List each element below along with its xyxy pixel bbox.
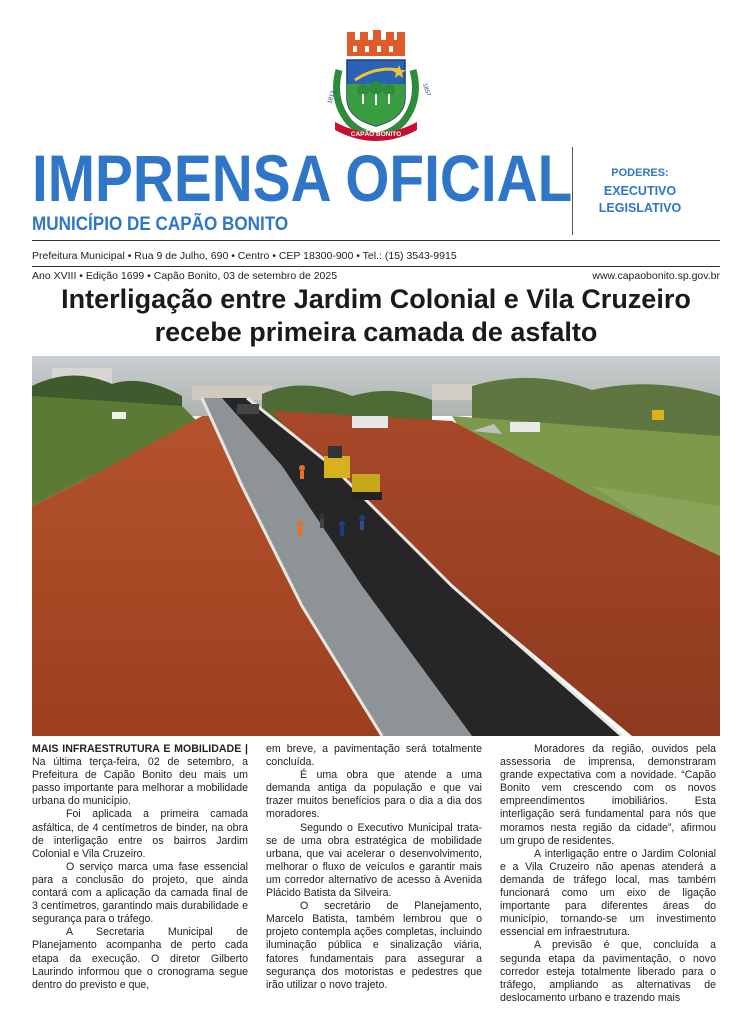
website-link[interactable]: www.capaobonito.sp.gov.br — [592, 270, 720, 282]
article-kicker: MAIS INFRAESTRUTURA E MOBILIDADE | — [32, 743, 248, 755]
article-paragraph: Segundo o Executivo Municipal trata-se de uma obra estratégica de mobilidade urbana, que vai acelerar o desenvolvimento, melhorar o fluxo de veículos e garantir mais um corredor alternativo de acesso à Avenida Plácido Batista da Silveira. — [266, 821, 482, 900]
article-paragraph: O secretário de Planejamento, Marcelo Batista, também lembrou que o projeto contempla ações completas, incluindo iluminação pública e sinalização viária, fatores fundamentais para assegurar a segurança dos motoristas e pedestres que irão utilizar o novo trajeto. — [266, 900, 482, 991]
top-rule — [32, 240, 720, 241]
address-line: Prefeitura Municipal • Rua 9 de Julho, 690 • Centro • CEP 18300-900 • Tel.: (15) 3543-9915 — [32, 250, 457, 262]
article-photo — [32, 356, 720, 736]
crest-year-left: 1813 — [327, 90, 338, 105]
crest-year-right: 1857 — [421, 82, 431, 98]
power-executivo: EXECUTIVO — [603, 184, 677, 198]
edition-line: Ano XVIII • Edição 1699 • Capão Bonito, 03 de setembro de 2025 — [32, 270, 338, 282]
article-paragraph: A interligação entre o Jardim Colonial e a Vila Cruzeiro não apenas atenderá a demanda de tráfego local, mas também funcionará como um eixo de ligação importante para diferentes áreas do município, tornando-se um investimento essencial em infraestrutura. — [500, 847, 716, 939]
headline-line-1: Interligação entre Jardim Colonial e Vila Cruzeiro — [61, 284, 691, 314]
article-paragraph: em breve, a pavimentação será totalmente concluída. — [266, 743, 482, 769]
article-column-2 — [266, 743, 482, 992]
power-legislativo: LEGISLATIVO — [598, 201, 682, 215]
middle-rule — [32, 266, 720, 267]
powers-box — [586, 166, 694, 217]
article-headline — [20, 283, 732, 349]
article-paragraph — [32, 743, 248, 808]
article-column-1 — [32, 743, 248, 992]
article-column-3 — [500, 743, 716, 1005]
headline-line-2: recebe primeira camada de asfalto — [154, 317, 598, 347]
article-paragraph: É uma obra que atende a uma demanda antiga da população e que vai trazer muitos benefícios para o dia a dia dos moradores. — [266, 769, 482, 821]
article-paragraph: A previsão é que, concluída a segunda etapa da pavimentação, o novo corredor esteja totalmente liberado para o tráfego, ampliando as alternativas de deslocamento urbano e trazendo mais — [500, 939, 716, 1004]
article-paragraph: O serviço marca uma fase essencial para a conclusão do projeto, que ainda contará com a aplicação da camada final de 3 centímetros, garantindo mais durabilidade e segurança para o tráfego. — [32, 860, 248, 926]
article-paragraph: Moradores da região, ouvidos pela assessoria de imprensa, demonstraram grande expectativa com a novidade. “Capão Bonito vem crescendo com os novos empreendimentos imobiliários. Esta interligação será fundamental para nós que moramos nesta região da cidade”, afirmou um grupo de residentes. — [500, 743, 716, 847]
masthead-title: IMPRENSA OFICIAL — [32, 141, 573, 215]
crest-city-ribbon: CAPÃO BONITO — [350, 131, 402, 138]
article-paragraph: Foi aplicada a primeira camada asfáltica, de 4 centímetros de binder, na obra de interligação entre os bairros Jardim Colonial e Vila Cruzeiro. — [32, 808, 248, 860]
masthead-subtitle: MUNICÍPIO DE CAPÃO BONITO — [32, 214, 289, 235]
paragraph-text: Na última terça-feira, 02 de setembro, a Prefeitura de Capão Bonito deu mais um passo importante para melhorar a mobilidade urbana do município. — [32, 756, 248, 808]
article-paragraph: A Secretaria Municipal de Planejamento acompanha de perto cada etapa da execução. O diretor Gilberto Laurindo informou que o cronograma segue dentro do previsto e que, — [32, 926, 248, 991]
masthead-divider — [572, 147, 573, 235]
city-coat-of-arms — [325, 30, 431, 142]
powers-label: PODERES: — [611, 167, 669, 179]
